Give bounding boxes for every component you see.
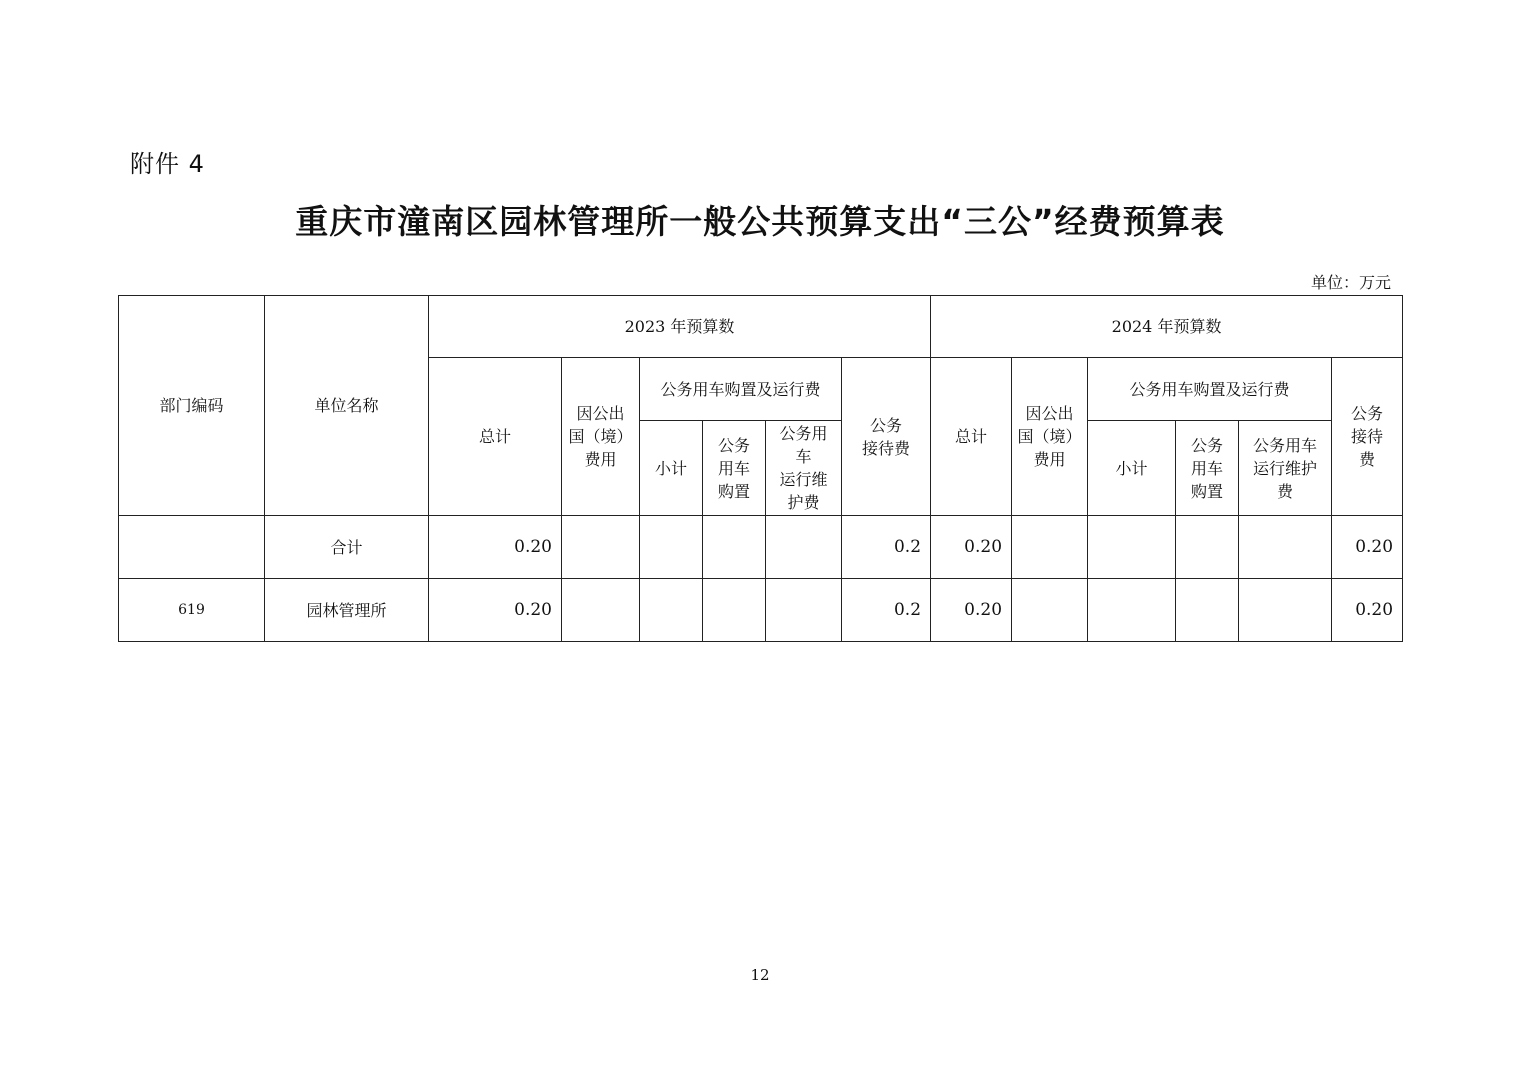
header-2023-subtotal: 小计: [640, 421, 703, 516]
header-row-years: [119, 296, 1403, 358]
cell-2023-vehicle-maint: [766, 516, 842, 579]
header-2024-vehicle-group: 公务用车购置及运行费: [1088, 358, 1332, 421]
cell-2023-total: 0.20: [429, 579, 562, 642]
cell-2024-total: 0.20: [931, 516, 1012, 579]
header-2023-abroad: 因公出 国（境） 费用: [562, 358, 640, 516]
cell-2023-abroad: [562, 579, 640, 642]
table-row: [119, 516, 1403, 579]
row-dept-code: [119, 516, 265, 579]
header-2024-subtotal: 小计: [1088, 421, 1176, 516]
header-year-2024: 2024 年预算数: [931, 296, 1403, 358]
page-title: 重庆市潼南区园林管理所一般公共预算支出“三公”经费预算表: [295, 202, 1225, 241]
cell-2023-reception: 0.2: [842, 579, 931, 642]
row-dept-code: 619: [119, 579, 265, 642]
cell-2024-reception: 0.20: [1332, 516, 1403, 579]
header-2023-vehicle-purchase: 公务 用车 购置: [703, 421, 766, 516]
header-2023-vehicle-group: 公务用车购置及运行费: [640, 358, 842, 421]
header-2023-reception: 公务 接待费: [842, 358, 931, 516]
cell-2024-reception: 0.20: [1332, 579, 1403, 642]
header-2023-vehicle-maint: 公务用 车 运行维 护费: [766, 421, 842, 516]
header-2024-vehicle-purchase: 公务 用车 购置: [1176, 421, 1239, 516]
cell-2023-abroad: [562, 516, 640, 579]
page-number: 12: [750, 966, 770, 984]
cell-2023-reception: 0.2: [842, 516, 931, 579]
budget-table: [118, 295, 1403, 642]
table-row: [119, 579, 1403, 642]
header-unit-name: 单位名称: [265, 296, 429, 516]
cell-2024-vehicle-purchase: [1176, 579, 1239, 642]
cell-2023-subtotal: [640, 516, 703, 579]
cell-2024-total: 0.20: [931, 579, 1012, 642]
cell-2024-abroad: [1012, 516, 1088, 579]
header-2023-total: 总计: [429, 358, 562, 516]
row-unit-name: 合计: [265, 516, 429, 579]
cell-2023-vehicle-purchase: [703, 516, 766, 579]
header-2024-vehicle-maint: 公务用车 运行维护 费: [1239, 421, 1332, 516]
cell-2024-vehicle-maint: [1239, 579, 1332, 642]
cell-2024-vehicle-purchase: [1176, 516, 1239, 579]
cell-2023-vehicle-maint: [766, 579, 842, 642]
header-2024-reception: 公务 接待 费: [1332, 358, 1403, 516]
header-year-2023: 2023 年预算数: [429, 296, 931, 358]
attachment-label: 附件 4: [130, 150, 205, 178]
header-2024-total: 总计: [931, 358, 1012, 516]
cell-2023-total: 0.20: [429, 516, 562, 579]
cell-2024-abroad: [1012, 579, 1088, 642]
cell-2023-subtotal: [640, 579, 703, 642]
unit-label: 单位：万元: [1310, 273, 1391, 292]
cell-2024-vehicle-maint: [1239, 516, 1332, 579]
header-dept-code: 部门编码: [119, 296, 265, 516]
cell-2024-subtotal: [1088, 516, 1176, 579]
cell-2023-vehicle-purchase: [703, 579, 766, 642]
cell-2024-subtotal: [1088, 579, 1176, 642]
row-unit-name: 园林管理所: [265, 579, 429, 642]
header-2024-abroad: 因公出 国（境） 费用: [1012, 358, 1088, 516]
